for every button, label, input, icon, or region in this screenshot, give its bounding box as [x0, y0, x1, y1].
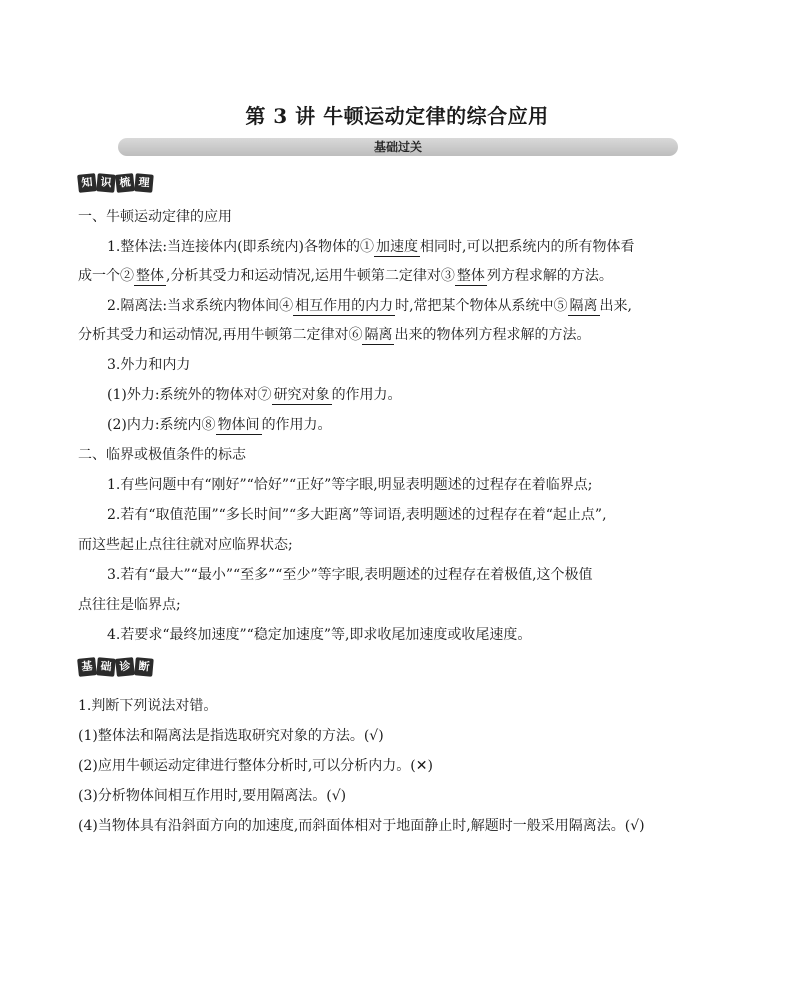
text: 列方程求解的方法。 — [486, 268, 613, 284]
para-5 — [107, 415, 332, 435]
badge-diagnosis — [78, 658, 153, 678]
statement-2: (2)应用牛顿运动定律进行整体分析时,可以分析内力。(✕) — [78, 758, 433, 774]
text: 分析其受力和运动情况,再用牛顿第二定律对⑥ — [78, 327, 363, 343]
exercise-heading: 1.判断下列说法对错。 — [78, 698, 218, 714]
answer-blank: 隔离 — [569, 298, 598, 314]
statement-1: (1)整体法和隔离法是指选取研究对象的方法。(√) — [78, 728, 384, 744]
text: 的作用力。 — [331, 387, 402, 403]
text: 出来的物体列方程求解的方法。 — [394, 327, 591, 343]
para-4 — [107, 385, 402, 405]
text: (1)外力:系统外的物体对⑦ — [107, 387, 272, 403]
page-title: 第 3 讲 牛顿运动定律的综合应用 — [245, 104, 549, 128]
badge-char: 诊 — [115, 657, 135, 677]
text: 成一个② — [78, 268, 134, 284]
badge-char: 础 — [96, 657, 116, 677]
section-heading-1: 一、牛顿运动定律的应用 — [78, 209, 232, 225]
condition-3-cont: 点往往是临界点; — [78, 597, 181, 613]
condition-2: 2.若有“取值范围”“多长时间”“多大距离”等词语,表明题述的过程存在着“起止点”, — [107, 507, 607, 523]
para-3: 3.外力和内力 — [107, 357, 191, 373]
badge-char: 理 — [134, 173, 154, 193]
text: 1.整体法:当连接体内(即系统内)各物体的① — [107, 239, 374, 255]
condition-1: 1.有些问题中有“刚好”“恰好”“正好”等字眼,明显表明题述的过程存在着临界点; — [107, 477, 593, 493]
answer-blank: 物体间 — [217, 417, 260, 433]
section-banner: 基础过关 — [118, 138, 678, 156]
badge-knowledge — [78, 174, 153, 194]
text: ,分析其受力和运动情况,运用牛顿第二定律对③ — [166, 268, 455, 284]
badge-char: 断 — [134, 657, 154, 677]
statement-4: (4)当物体具有沿斜面方向的加速度,而斜面体相对于地面静止时,解题时一般采用隔离法。(√) — [78, 818, 645, 834]
answer-blank: 整体 — [136, 268, 164, 284]
badge-char: 识 — [96, 173, 116, 193]
text: 的作用力。 — [261, 417, 332, 433]
text: 相同时,可以把系统内的所有物体看 — [420, 239, 635, 255]
statement-3: (3)分析物体间相互作用时,要用隔离法。(√) — [78, 788, 347, 804]
condition-2-cont: 而这些起止点往往就对应临界状态; — [78, 537, 293, 553]
section-heading-2: 二、临界或极值条件的标志 — [78, 447, 246, 463]
answer-blank: 相互作用的内力 — [295, 298, 394, 314]
answer-blank: 研究对象 — [273, 387, 330, 403]
para-1-line-2 — [78, 266, 613, 286]
answer-blank: 加速度 — [376, 239, 418, 255]
text: 2.隔离法:当求系统内物体间④ — [107, 298, 294, 314]
answer-blank: 整体 — [456, 268, 485, 284]
para-2-line-2 — [78, 325, 590, 345]
badge-char: 梳 — [115, 173, 135, 193]
condition-3: 3.若有“最大”“最小”“至多”“至少”等字眼,表明题述的过程存在着极值,这个极值 — [107, 567, 593, 583]
answer-blank: 隔离 — [364, 327, 393, 343]
text: 时,常把某个物体从系统中⑤ — [395, 298, 568, 314]
para-2-line-1 — [107, 296, 632, 316]
text: (2)内力:系统内⑧ — [107, 417, 216, 433]
badge-char: 知 — [77, 173, 97, 193]
text: 出来, — [599, 298, 632, 314]
badge-char: 基 — [77, 657, 97, 677]
para-1-line-1 — [107, 237, 634, 257]
condition-4: 4.若要求“最终加速度”“稳定加速度”等,即求收尾加速度或收尾速度。 — [107, 627, 532, 643]
